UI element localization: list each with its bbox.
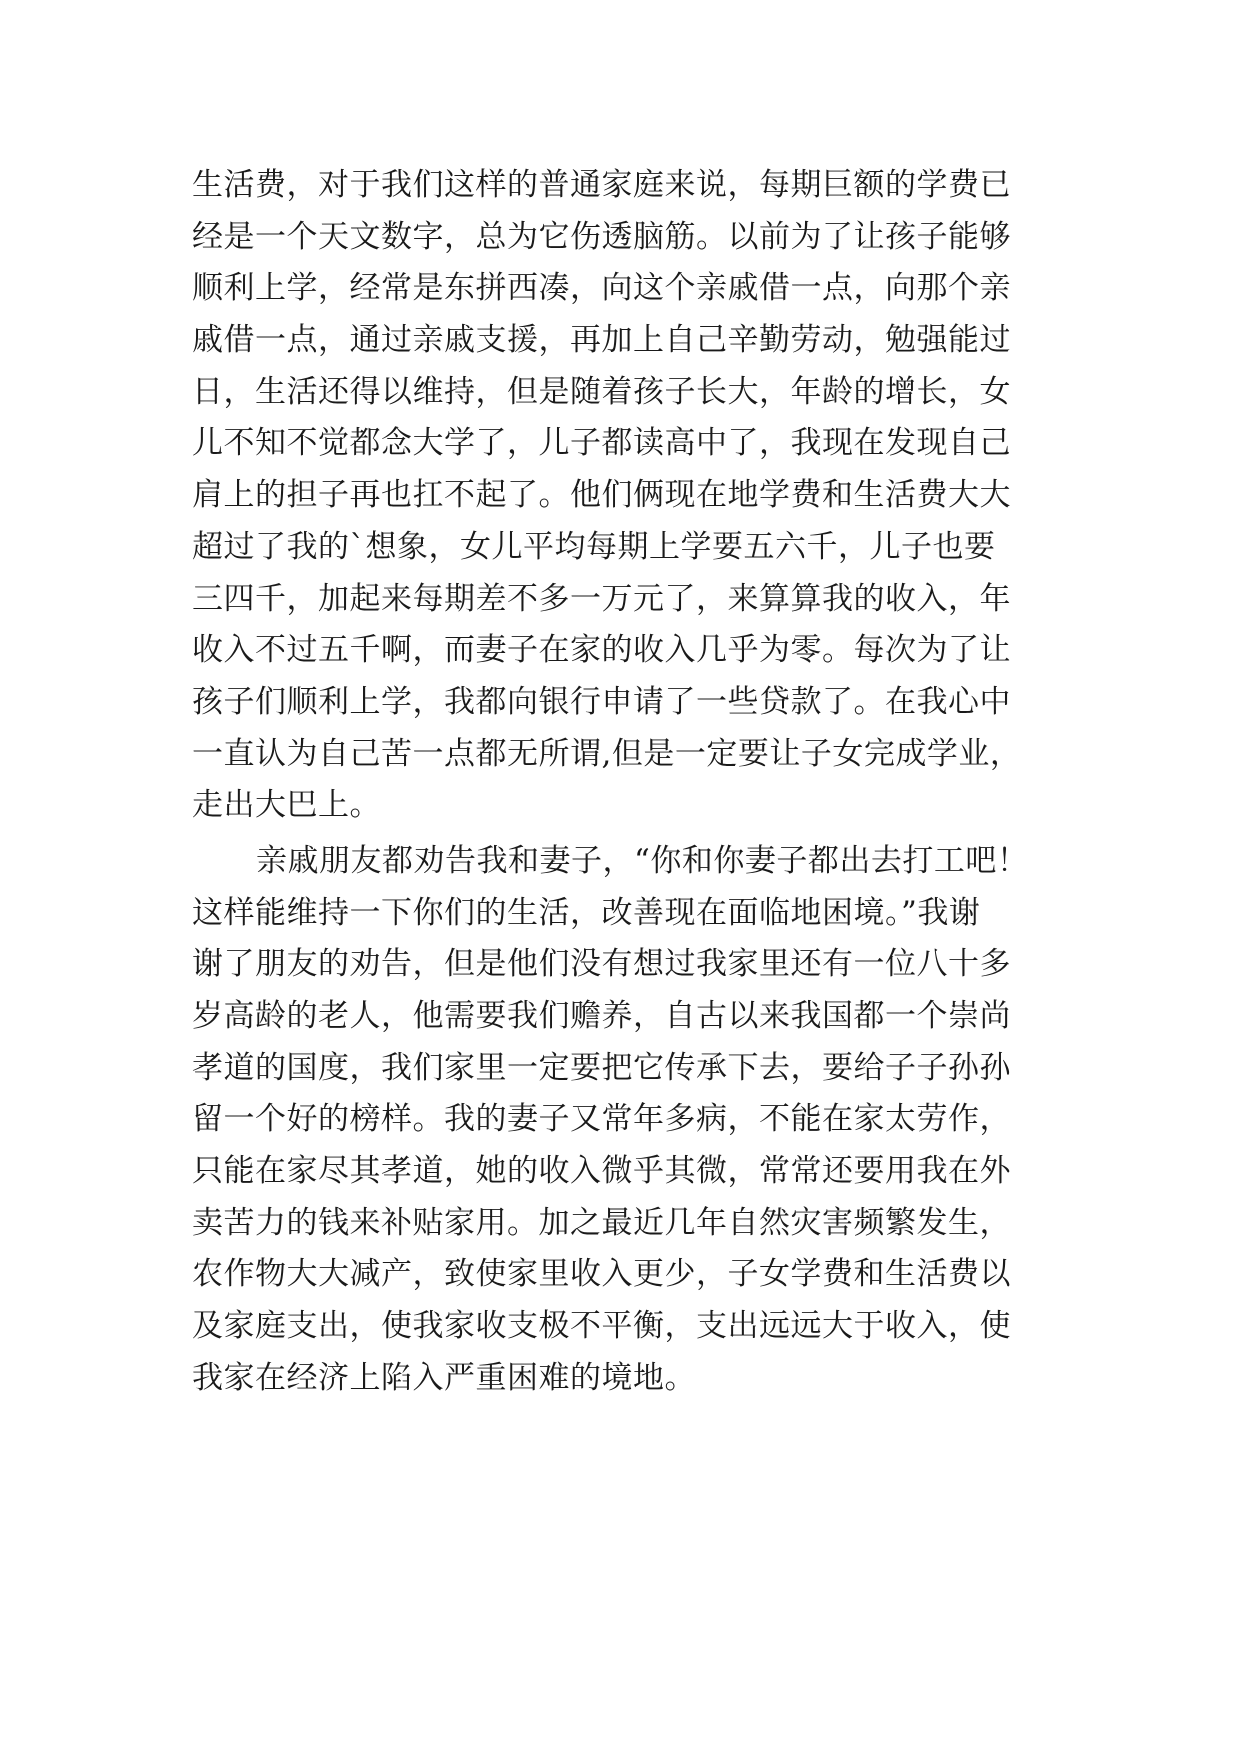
text-line: 农作物大大减产，致使家里收入更少，子女学费和生活费以 (192, 1256, 1011, 1293)
text-line: 超过了我的`想象，女儿平均每期上学要五六千，儿子也要 (192, 528, 996, 565)
text-line: 经是一个天文数字，总为它伤透脑筋。以前为了让孩子能够 (192, 218, 1011, 255)
text-line: 儿不知不觉都念大学了，儿子都读高中了，我现在发现自己 (192, 425, 1011, 462)
paragraph-2 (192, 836, 1052, 1405)
text-line: 一直认为自己苦一点都无所谓,但是一定要让子女完成学业， (192, 735, 1022, 772)
text-line: 孩子们顺利上学，我都向银行申请了一些贷款了。在我心中 (192, 683, 1011, 720)
body-text (192, 160, 1052, 1405)
text-line: 肩上的担子再也扛不起了。他们俩现在地学费和生活费大大 (192, 477, 1011, 514)
text-line: 我家在经济上陷入严重困难的境地。 (192, 1359, 696, 1396)
text-line: 岁高龄的老人，他需要我们赡养，自古以来我国都一个崇尚 (192, 998, 1011, 1034)
text-line: 孝道的国度，我们家里一定要把它传承下去，要给子子孙孙 (192, 1049, 1011, 1086)
text-line: 留一个好的榜样。我的妻子又常年多病，不能在家太劳作， (192, 1101, 1011, 1138)
paragraph-1 (192, 160, 1052, 832)
text-line: 谢了朋友的劝告，但是他们没有想过我家里还有一位八十多 (192, 946, 1011, 983)
text-line: 卖苦力的钱来补贴家用。加之最近几年自然灾害频繁发生， (192, 1204, 1011, 1241)
text-line: 生活费，对于我们这样的普通家庭来说，每期巨额的学费已 (192, 167, 1011, 203)
text-line: 戚借一点，通过亲戚支援，再加上自己辛勤劳动，勉强能过 (192, 322, 1011, 359)
text-line: 及家庭支出，使我家收支极不平衡，支出远远大于收入，使 (192, 1308, 1011, 1345)
text-line: 这样能维持一下你们的生活，改善现在面临地困境。”我谢 (192, 894, 981, 931)
text-line: 走出大巴上。 (192, 787, 381, 824)
text-line: 亲戚朋友都劝告我和妻子，“你和你妻子都出去打工吧！ (256, 842, 1029, 879)
text-line: 只能在家尽其孝道，她的收入微乎其微，常常还要用我在外 (192, 1153, 1011, 1190)
text-line: 三四千，加起来每期差不多一万元了，来算算我的收入，年 (192, 580, 1011, 617)
text-line: 日，生活还得以维持，但是随着孩子长大，年龄的增长，女 (192, 373, 1011, 410)
text-line: 顺利上学，经常是东拼西凑，向这个亲戚借一点，向那个亲 (192, 270, 1011, 307)
text-line: 收入不过五千啊，而妻子在家的收入几乎为零。每次为了让 (192, 632, 1011, 669)
